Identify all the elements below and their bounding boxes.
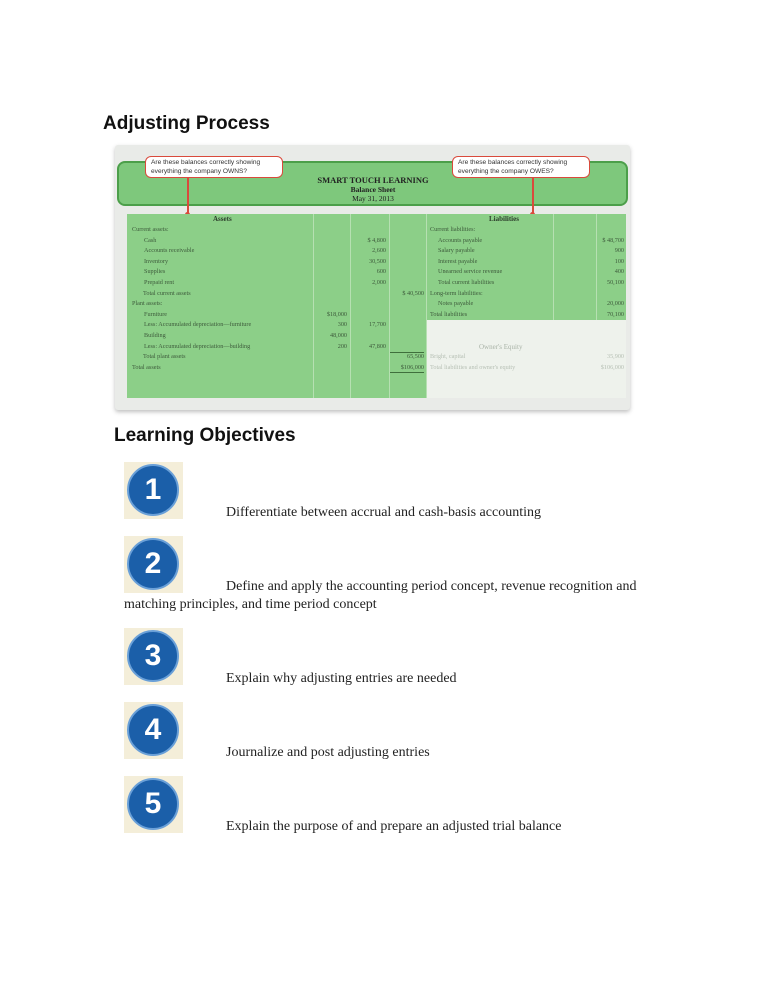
liability-row-label: Total liabilities [430, 310, 468, 318]
liabilities-header: Liabilities [489, 215, 519, 223]
liability-row-value: 70,100 [606, 310, 624, 318]
asset-row-label: Total current assets [143, 289, 191, 297]
equity-row-label: Bright, capital [430, 353, 466, 361]
asset-row-value: 17,700 [368, 321, 386, 329]
callout-owns-leader [187, 178, 189, 214]
subtotal-rule [390, 352, 424, 353]
liability-row-label: Notes payable [438, 300, 474, 308]
asset-row-label: Building [144, 332, 166, 339]
objective-2-badge [124, 536, 183, 593]
objective-5-badge [124, 776, 183, 833]
number-2-icon: 2 [127, 538, 179, 590]
callout-owns: Are these balances correctly showing everything the company OWNS? [145, 156, 283, 178]
asset-row-label: Less: Accumulated depreciation—furniture [144, 321, 252, 329]
asset-row-label: Total assets [132, 363, 161, 371]
equity-header: Owner's Equity [479, 342, 523, 351]
asset-row-label: Supplies [144, 268, 166, 276]
callout-owes-leader [532, 178, 534, 214]
statement-date: May 31, 2013 [352, 194, 394, 203]
objectives-heading: Learning Objectives [114, 425, 296, 446]
objective-4-text: Journalize and post adjusting entries [226, 745, 430, 760]
equity-row-value: $106,000 [600, 363, 624, 371]
liability-row-label: Accounts payable [438, 236, 483, 244]
asset-row-value: 600 [376, 268, 386, 276]
objective-2-text-continued: matching principles, and time period concept [124, 597, 377, 612]
balance-sheet-table [127, 214, 626, 398]
liability-row-label: Current liabilities: [430, 226, 476, 233]
asset-row-value: 300 [337, 321, 347, 329]
asset-row-value: 47,800 [368, 342, 386, 350]
asset-row-label: Furniture [144, 310, 168, 318]
liability-row-value: $ 48,700 [602, 236, 624, 244]
liability-row-value: 20,000 [606, 300, 624, 308]
number-3-icon: 3 [127, 630, 179, 682]
asset-row-value: $106,000 [400, 363, 424, 371]
company-name: SMART TOUCH LEARNING [317, 175, 429, 185]
asset-row-label: Inventory [144, 257, 169, 265]
liability-row-value: 900 [614, 247, 624, 255]
liability-row-label: Total current liabilities [438, 279, 495, 286]
asset-row-value: 48,000 [329, 332, 347, 339]
asset-row-value: $ 4,800 [367, 236, 386, 244]
asset-row-value: 2,000 [372, 279, 386, 286]
asset-row-label: Total plant assets [143, 353, 186, 361]
liability-row-value: 100 [614, 257, 624, 265]
liability-row-label: Interest payable [438, 257, 478, 265]
number-1-icon: 1 [127, 464, 179, 516]
asset-row-label: Prepaid rent [144, 279, 175, 286]
asset-row-label: Accounts receivable [144, 247, 195, 255]
asset-row-value: 200 [337, 342, 347, 350]
table-column-divider [313, 214, 314, 398]
balance-sheet-figure [115, 145, 630, 410]
liability-row-label: Unearned service revenue [438, 268, 503, 276]
asset-row-value: $ 40,500 [402, 289, 424, 297]
liability-row-label: Long-term liabilities: [430, 289, 483, 297]
number-4-icon: 4 [127, 704, 179, 756]
asset-row-label: Plant assets: [132, 300, 163, 308]
total-rule [390, 372, 424, 373]
objective-1-text: Differentiate between accrual and cash-basis accounting [226, 505, 541, 520]
asset-row-label: Current assets: [132, 226, 169, 233]
asset-row-label: Cash [144, 236, 157, 244]
objective-2-text: Define and apply the accounting period concept, revenue recognition and [226, 579, 637, 594]
statement-name: Balance Sheet [350, 185, 396, 194]
liability-row-value: 400 [614, 268, 624, 276]
asset-row-label: Less: Accumulated depreciation—building [144, 342, 251, 350]
objective-3-text: Explain why adjusting entries are needed [226, 671, 457, 686]
assets-header: Assets [213, 215, 232, 223]
asset-row-value: 65,500 [406, 353, 424, 361]
asset-row-value: $18,000 [326, 310, 347, 318]
liability-row-label: Salary payable [438, 247, 475, 255]
asset-row-value: 2,600 [372, 247, 386, 255]
objective-1-badge [124, 462, 183, 519]
number-5-icon: 5 [127, 778, 179, 830]
liability-row-value: 50,100 [606, 279, 624, 286]
objective-5-text: Explain the purpose of and prepare an adjusted trial balance [226, 819, 562, 834]
asset-row-value: 30,500 [368, 257, 386, 265]
objective-3-badge [124, 628, 183, 685]
page-heading: Adjusting Process [103, 113, 270, 134]
objective-4-badge [124, 702, 183, 759]
equity-row-value: 35,900 [606, 353, 624, 361]
callout-owes: Are these balances correctly showing everything the company OWES? [452, 156, 590, 178]
equity-row-label: Total liabilities and owner's equity [430, 363, 516, 371]
